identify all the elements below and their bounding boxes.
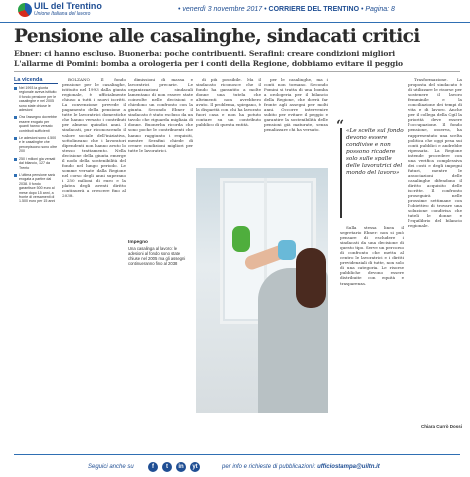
caption-text: Una casalinga al lavoro: le adesioni al fondo sono state chiuse nel 2005 ma gli assegni continueranno fino al 2038 — [128, 246, 186, 266]
sidebar-item: Le adesioni sono 4.500 e le casalinghe che percepiscono sono oltre 200 — [14, 136, 58, 154]
contact-email[interactable]: ufficiostampa@uiltn.it — [317, 464, 380, 470]
uil-logo-icon — [18, 3, 32, 17]
linkedin-icon[interactable]: in — [176, 462, 186, 472]
author-byline: Chiara Currò Dossi — [420, 424, 462, 429]
issue-date: venerdì 3 novembre 2017 — [182, 6, 263, 13]
article-photo — [196, 168, 328, 413]
org-subtitle: Unione Italiana del lavoro — [34, 11, 91, 17]
subheadline-1: Ebner: ci hanno escluso. Buonerba: poche contribuenti. Serafini: creare condizioni migliori — [14, 49, 396, 58]
column-text: dimissioni di massa e lavoratrici precarie. Le organizzazioni sindacali lamentano di non essere state coinvolte nelle decisioni e chiedono un confronto con la giunta. Secondo Ebner il sindacato è stato escluso da un tavolo che riguarda migliaia di donne. Buonerba ricorda che sono poche le contribuenti che hanno raggiunto i requisiti, mentre Serafini chiede di creare condizioni migliori per tutte le lavoratrici. — [128, 77, 193, 153]
article-column-1 — [62, 77, 126, 407]
issue-line: • venerdì 3 novembre 2017 • CORRIERE DEL TRENTINO • Pagina: 8 — [178, 6, 395, 13]
page-number: Pagina: 8 — [365, 6, 395, 13]
newspaper-name: CORRIERE DEL TRENTINO — [268, 6, 360, 13]
woman-hair — [296, 248, 326, 308]
cleaning-cloth — [278, 240, 296, 260]
column-text: per le casalinghe, ma i conti non tornano. Secondo Pomini si tratta di una bomba a orologeria per il bilancio della Regione, che dovrà far fronte agli assegni per molti anni. Occorre intervenire subito per evitare il peggio e garantire la sostenibilità delle pensioni già maturate, senza penalizzare chi ha versato. — [264, 77, 328, 133]
facebook-icon[interactable]: f — [148, 462, 158, 472]
page-title: Pensione alle casalinghe, sindacati critici — [14, 26, 420, 47]
column-text: di più possibile. Ma il sindacato riconosce che il fondo ha garantito a molte donne una tutela che altrimenti non avrebbero avuto. Il problema, spiegano, è la disparità con chi ha lavorato fuori casa e non ha potuto contare su un contributo pubblico di questa entità. — [196, 77, 261, 128]
divider — [14, 71, 460, 72]
column-text: Sulla stessa linea il segretario Ebner: non si può pensare di escludere i sindacati da una decisione di questo tipo. Serve un percorso di confronto che metta al centro le lavoratrici e i diritti previdenziali di tutte, non solo di una categoria. Le risorse pubbliche devono essere distribuite con equità e trasparenza. — [340, 225, 404, 286]
youtube-icon[interactable]: yt — [190, 462, 200, 472]
subheadline-2: L'allarme di Pomini: bomba a orologeria per i conti della Regione, dobbiamo evitare il peggio — [14, 59, 403, 68]
sidebar-box — [14, 77, 58, 407]
sidebar-item: 250 i milioni gia versati dal bilancio, 127 da Trento — [14, 157, 58, 170]
twitter-icon[interactable]: t — [162, 462, 172, 472]
contact-line — [222, 464, 380, 470]
quote-mark-icon: “ — [336, 118, 345, 134]
article-column-6 — [340, 225, 404, 415]
pull-quote — [340, 128, 404, 218]
contact-label: per info e richieste di pubblicazioni: — [222, 464, 316, 470]
column-text: Trasformazione. La proposta del sindacato è di utilizzare le risorse per sostenere il lavoro femminile e la conciliazione dei tempi di vita e di lavoro. Anche per il collega della Cgil la priorità deve essere l'occupazione. Il fondo pensione, osserva, ha rappresentato una scelta politica che oggi pesa sui conti pubblici e andrebbe ripensata. La Regione intende procedere con una verifica complessiva dei costi e degli impegni futuri, mentre le associazioni delle casalinghe difendono il diritto acquisito delle iscritte. Il confronto proseguirà nelle prossime settimane con l'obiettivo di trovare una soluzione condivisa che tuteli le donne e l'equilibrio del bilancio regionale. — [408, 77, 462, 229]
photo-caption — [128, 240, 192, 360]
org-title: UIL del Trentino — [34, 1, 102, 11]
caption-title: Impegno — [128, 240, 148, 245]
article-column-2 — [128, 77, 193, 237]
masthead — [0, 0, 470, 23]
green-glove — [232, 226, 250, 252]
article-column-5 — [408, 77, 462, 422]
footer — [0, 454, 470, 477]
footer-divider — [14, 454, 460, 455]
pull-quote-text: «Le scelte sul fondo devono essere condivise e non possono ricadere solo sulle spalle delle lavoratrici del mondo del lavoro» — [346, 128, 404, 176]
column-text: BOLZANO Il fondo pensione per le casalinghe, istituito nel 1993 dalla giunta regionale, è ufficialmente chiuso a tutti i nuovi iscritti. La convenzione prevede il pagamento della pensione a tutte le lavoratrici domestiche che hanno versato i contributi per almeno quindici anni. I sindacati, pur riconoscendo il valore sociale dell'iniziativa, sottolineano che i lavoratori dipendenti non hanno avuto lo stesso trattamento. Nella decisione della giunta emerge il nodo della sostenibilità del fondo nel lungo periodo. Le somme versate dalla Regione nel corso degli anni superano i 250 milioni di euro e la platea degli aventi diritto continuerà a crescere fino al 2038. — [62, 77, 126, 199]
sidebar-item: L'ultima pensione sarà erogata a partire dal 2038. Il fondo garantisce 500 euro al mese dopo 15 anni, a fronte di versamenti di 1.500 euro per 15 anni — [14, 173, 58, 204]
sidebar-item: Nel 1993 la giunta regionale aveva istituito il fondo pensione per le casalinghe e nel 2005 sono state chiuse le adesioni — [14, 86, 58, 112]
sidebar-title: La vicenda — [14, 77, 58, 84]
sidebar-item: Ora l'assegno dovrebbe essere erogato per quanti hanno versato contributi sufficienti — [14, 115, 58, 133]
follow-label: Seguici anche su — [88, 464, 134, 470]
